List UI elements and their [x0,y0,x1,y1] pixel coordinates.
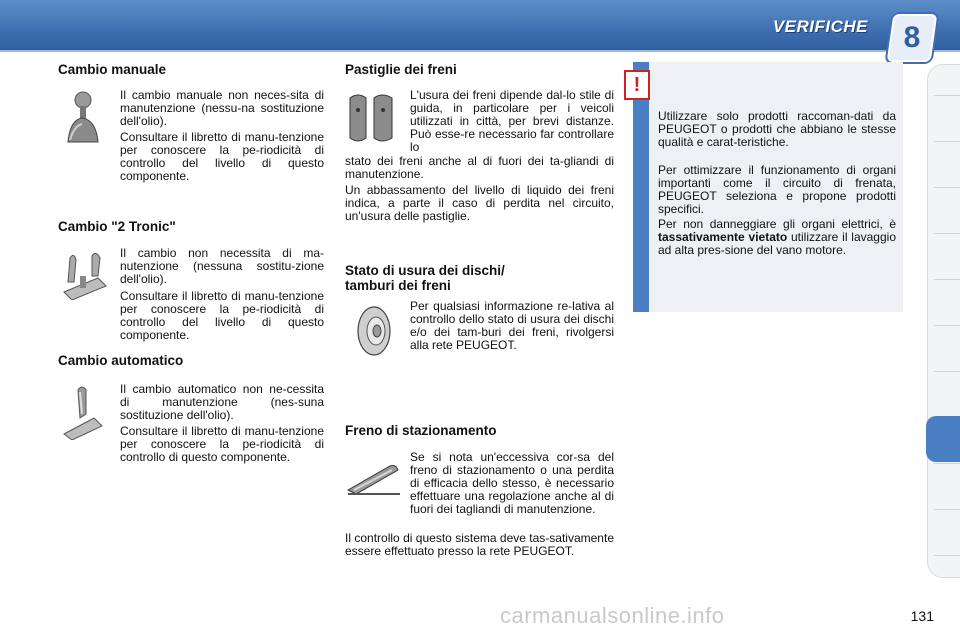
header-rule [0,50,960,52]
pads-text-1b: stato dei freni anche al di fuori dei ta-gliandi di manutenzione. [345,154,614,181]
auto-text-1: Il cambio automatico non ne-cessita di manutenzione (nes-suna sostituzione dell'olio). [120,382,324,422]
parking-text-1: Se si nota un'eccessiva cor-sa del freno di stazionamento o una perdita di efficacia dello stesso, è necessario effettuare una regolazione anche al di fuori dei tagliandi di manutenzione. [410,450,614,516]
tab-divider [934,463,960,464]
watermark: carmanualsonline.info [500,603,725,628]
automatic-gearbox-icon [60,384,106,440]
discs-text-1: Per qualsiasi informazione re-lativa al controllo dello stato di usura dei dischi e/o dei tam-buri dei freni, rivolgersi alla rete PEUGEOT. [410,299,614,352]
pads-text-2: Un abbassamento del livello di liquido dei freni indica, a parte il caso di perdita nel circuito, un'usura delle pastiglie. [345,183,614,223]
pads-text-1a: L'usura dei freni dipende dal-lo stile di guida, in particolare per i veicoli utilizzati in città, per brevi distanze. Può esse-re necessario far controllare lo [410,88,614,154]
tab-divider [934,509,960,510]
tab-divider [934,279,960,280]
brake-disc-icon [350,304,400,358]
page-number: 131 [910,608,934,624]
tab-divider [934,95,960,96]
heading-disc-wear [345,263,505,293]
brake-pads-icon [346,90,398,146]
heading-parking-brake: Freno di stazionamento [345,423,497,438]
warning-text-3-end: utilizzare il lavaggio ad alta pres-sione del vano motore. [658,230,896,257]
heading-automatic-gearbox: Cambio automatico [58,353,184,368]
warning-text-2: Per ottimizzare il funzionamento di organi importanti come il circuito di frenata, PEUGEOT seleziona e propone prodotti specifici. [658,163,896,216]
warning-text-3 [658,218,896,257]
tab-divider [934,371,960,372]
chapter-tab-strip [927,64,960,578]
manual-gearbox-icon [60,90,104,148]
chapter-number: 8 [903,21,921,54]
heading-brake-pads: Pastiglie dei freni [345,62,457,77]
tab-divider [934,325,960,326]
heading-disc-wear-line1: Stato di usura dei dischi/ [345,263,505,278]
tronic-text-1: Il cambio non necessita di ma-nutenzione (nessuna sostitu-zione dell'olio). [120,246,324,286]
warning-exclamation-icon: ! [624,70,650,100]
chapter-tab-active[interactable] [926,416,960,462]
heading-disc-wear-line2: tamburi dei freni [345,278,451,293]
chapter-badge [887,14,938,62]
heading-manual-gearbox: Cambio manuale [58,62,167,77]
warning-text-3-start: Per non danneggiare gli organi elettrici, è [658,217,896,231]
tab-divider [934,187,960,188]
parking-text-2: Il controllo di questo sistema deve tas-sativamente essere effettuato presso la rete PEUGEOT. [345,531,614,558]
tab-divider [934,141,960,142]
tronic-text-2: Consultare il libretto di manu-tenzione per conoscere la pe-riodicità di controllo del livello di questo componente. [120,289,324,342]
section-title: VERIFICHE [772,17,868,36]
tronic-gearbox-icon [58,248,110,300]
parking-brake-lever-icon [346,460,402,496]
auto-text-2: Consultare il libretto di manu-tenzione per conoscere la pe-riodicità di controllo di questo componente. [120,424,324,464]
heading-2tronic: Cambio "2 Tronic" [58,219,176,234]
tab-divider [934,555,960,556]
tab-divider [934,233,960,234]
warning-text-3-bold: tassativamente vietato [658,230,788,244]
manual-text-2: Consultare il libretto di manu-tenzione per conoscere la pe-riodicità di controllo del livello di questo componente. [120,130,324,183]
warning-text-1: Utilizzare solo prodotti raccoman-dati da PEUGEOT o prodotti che abbiano le stesse qualità e carat-teristiche. [658,109,896,149]
manual-text-1: Il cambio manuale non neces-sita di manutenzione (nessu-na sostituzione dell'olio). [120,88,324,128]
